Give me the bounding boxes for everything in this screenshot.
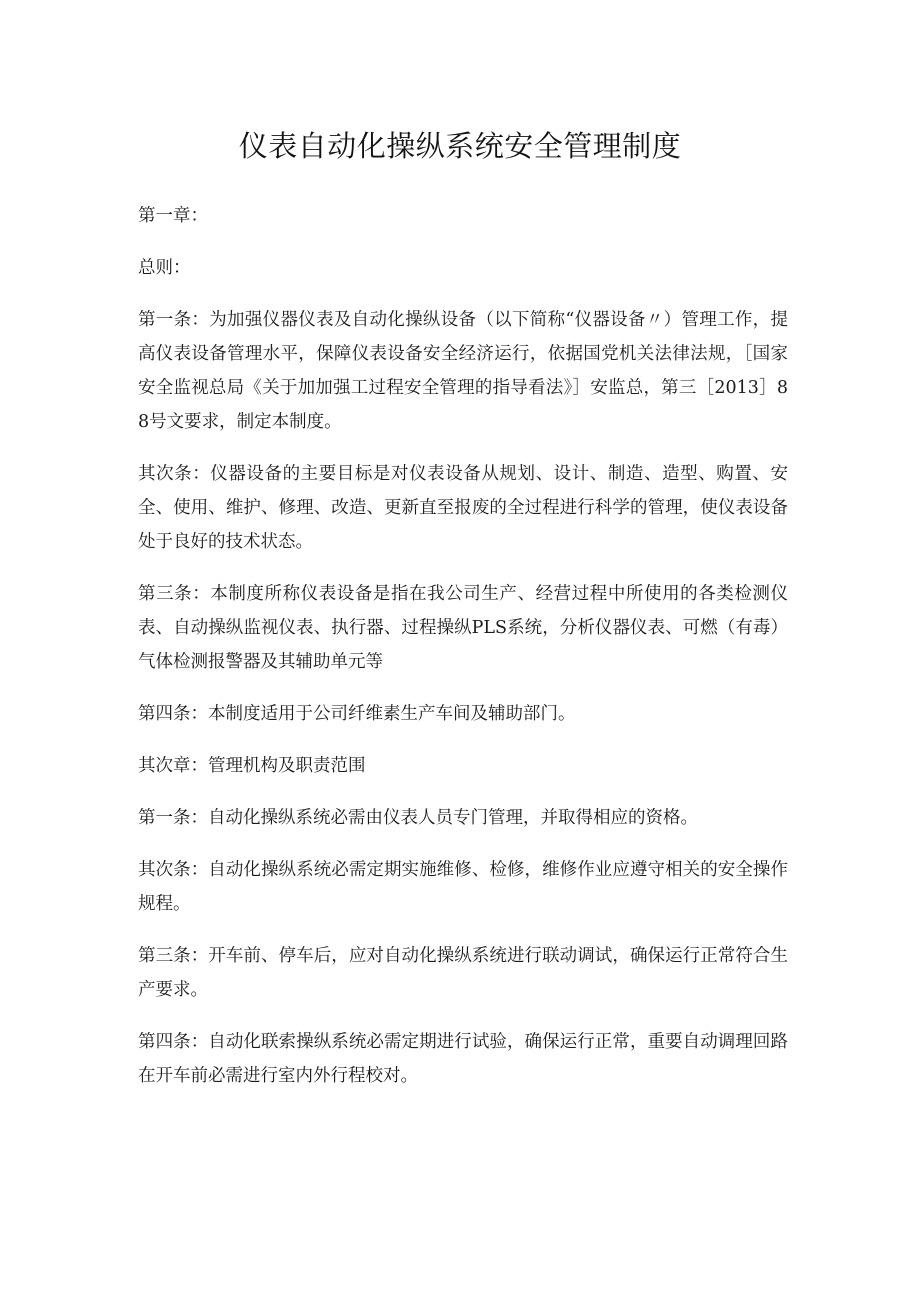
document-title: 仪表自动化操纵系统安全管理制度 xyxy=(238,129,682,163)
article-paragraph: 其次条：仪器设备的主要目标是对仪表设备从规划、设计、制造、造型、购置、安全、使用、维护、修理、改造、更新直至报废的全过程进行科学的管理，使仪表设备处于良好的技术状态。 xyxy=(138,464,788,552)
general-provisions-heading: 总则： xyxy=(138,258,191,278)
chapter-one-heading: 第一章： xyxy=(138,206,208,226)
article-paragraph: 第一条：为加强仪器仪表及自动化操纵设备（以下简称“仪器设备〃）管理工作，提高仪表设备管理水平，保障仪表设备安全经济运行，依据国党机关法律法规，［国家安全监视总局《关于加加强工过程安全管理的指导看法》］安监总，第三［2013］88号文要求，制定本制度。 xyxy=(138,310,788,432)
article-paragraph: 第四条：本制度适用于公司纤维素生产车间及辅助部门。 xyxy=(138,704,576,724)
article-paragraph: 第三条：本制度所称仪表设备是指在我公司生产、经营过程中所使用的各类检测仪表、自动操纵监视仪表、执行器、过程操纵PLS系统，分析仪器仪表、可燃（有毒）气体检测报警器及其辅助单元等 xyxy=(138,584,788,672)
article-paragraph: 其次条：自动化操纵系统必需定期实施维修、检修，维修作业应遵守相关的安全操作规程。 xyxy=(138,860,788,914)
article-paragraph: 第三条：开车前、停车后，应对自动化操纵系统进行联动调试，确保运行正常符合生产要求。 xyxy=(138,946,788,1000)
chapter-two-heading: 其次章：管理机构及职责范围 xyxy=(138,756,366,776)
document-body xyxy=(138,199,788,1111)
article-paragraph: 第一条：自动化操纵系统必需由仪表人员专门管理，并取得相应的资格。 xyxy=(138,808,698,828)
article-paragraph: 第四条：自动化联索操纵系统必需定期进行试验，确保运行正常，重要自动调理回路在开车前必需进行室内外行程校对。 xyxy=(138,1032,788,1086)
